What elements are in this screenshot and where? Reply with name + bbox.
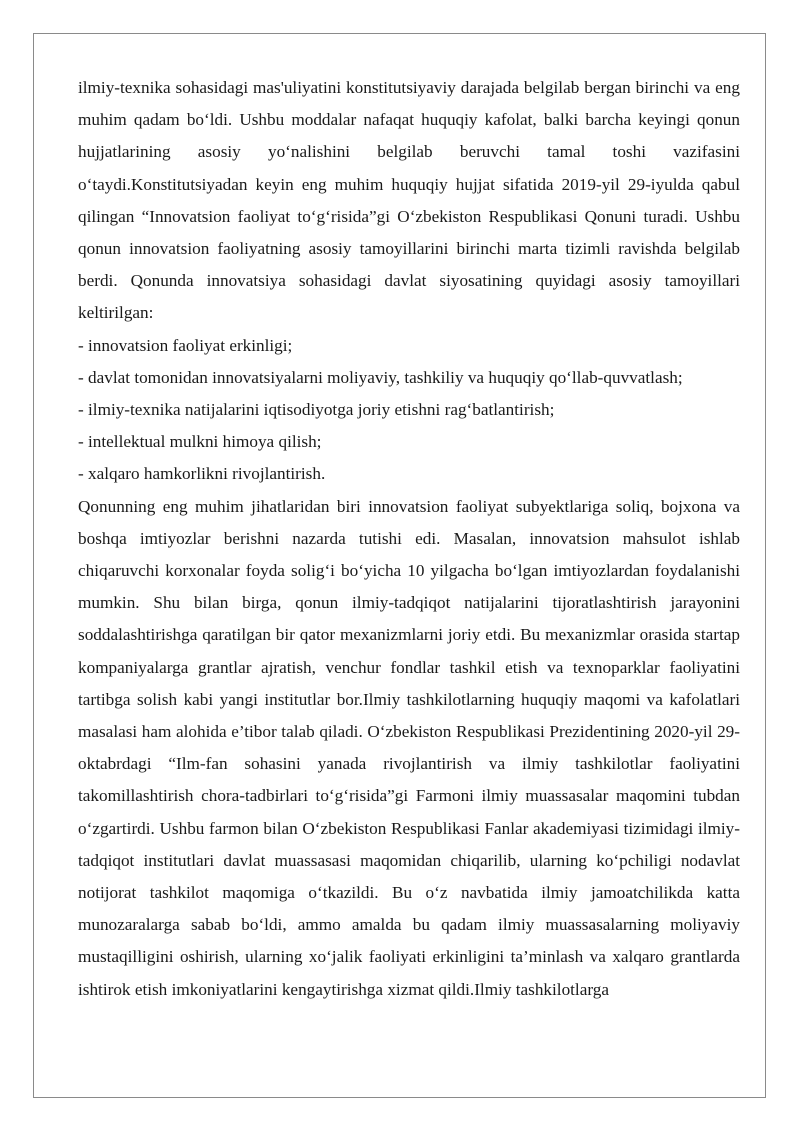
list-item: - xalqaro hamkorlikni rivojlantirish. bbox=[78, 464, 326, 484]
paragraph-main: Qonunning eng muhim jihatlaridan biri innovatsion faoliyat subyektlariga soliq, bojxona va boshqa imtiyozlar berishni nazarda tutishi edi. Masalan, innovatsion mahsulot ishlab chiqaruvchi korxonalar foyda solig‘i bo‘yicha 10 yilgacha bo‘lgan imtiyozlardan foydalanishi mumkin. Shu bilan birga, qonun ilmiy-tadqiqot natijalarini tijoratlashtirish jarayonini soddalashtirishga qaratilgan bir qator mexanizmlarni joriy etdi. Bu mexanizmlar orasida startap kompaniyalarga grantlar ajratish, venchur fondlar tashkil etish va texnoparklar faoliyatini tartibga solish kabi yangi institutlar bor.Ilmiy tashkilotlarning huquqiy maqomi va kafolatlari masalasi ham alohida e’tibor talab qiladi. O‘zbekiston Respublikasi Prezidentining 2020-yil 29-oktabrdagi “Ilm-fan sohasini yanada rivojlantirish va ilmiy tashkilotlar faoliyatini takomillashtirish chora-tadbirlari to‘g‘risida”gi Farmoni ilmiy muassasalar maqomini tubdan o‘zgartirdi. Ushbu farmon bilan O‘zbekiston Respublikasi Fanlar akademiyasi tizimidagi ilmiy-tadqiqot institutlari davlat muassasasi maqomidan chiqarilib, ularning ko‘pchiligi nodavlat notijorat tashkilot maqomiga o‘tkazildi. Bu o‘z navbatida ilmiy jamoatchilikda katta munozaralarga sabab bo‘ldi, ammo amalda bu qadam ilmiy muassasalarning moliyaviy mustaqilligini oshirish, ularning xo‘jalik faoliyati erkinligini ta’minlash va xalqaro grantlarda ishtirok etish imkoniyatlarini kengaytirishga xizmat qildi.Ilmiy tashkilotlarga bbox=[78, 496, 740, 999]
list-item: - davlat tomonidan innovatsiyalarni moliyaviy, tashkiliy va huquqiy qo‘llab-quvvatlash; bbox=[78, 367, 683, 387]
paragraph-intro: ilmiy-texnika sohasidagi mas'uliyatini konstitutsiyaviy darajada belgilab bergan birinchi va eng muhim qadam bo‘ldi. Ushbu moddalar nafaqat huquqiy kafolat, balki barcha keyingi qonun hujjatlarining asosiy yo‘nalishini belgilab beruvchi tamal toshi vazifasini o‘taydi.Konstitutsiyadan keyin eng muhim huquqiy hujjat sifatida 2019-yil 29-iyulda qabul qilingan “Innovatsion faoliyat to‘g‘risida”gi O‘zbekiston Respublikasi Qonuni turadi. Ushbu qonun innovatsion faoliyatning asosiy tamoyillarini birinchi marta tizimli ravishda belgilab berdi. Qonunda innovatsiya sohasidagi davlat siyosatining quyidagi asosiy tamoyillari keltirilgan: bbox=[78, 78, 740, 323]
list-item: - innovatsion faoliyat erkinligi; bbox=[78, 335, 293, 355]
principles-list bbox=[78, 330, 740, 491]
document-body bbox=[78, 72, 740, 1006]
list-item: - intellektual mulkni himoya qilish; bbox=[78, 432, 322, 452]
list-item: - ilmiy-texnika natijalarini iqtisodiyotga joriy etishni rag‘batlantirish; bbox=[78, 400, 555, 420]
